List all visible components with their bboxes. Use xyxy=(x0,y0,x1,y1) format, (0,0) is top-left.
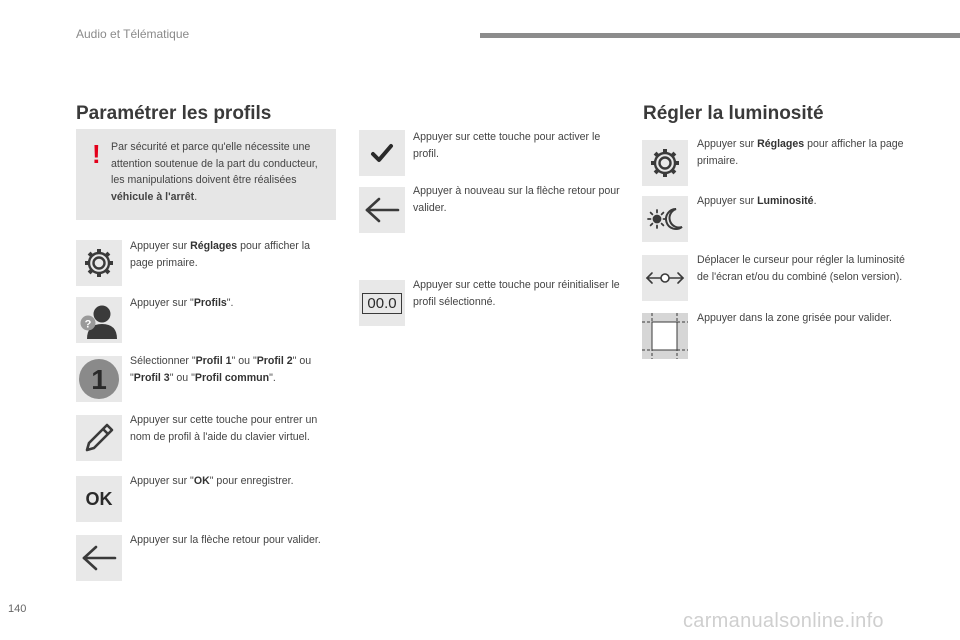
checkmark-icon xyxy=(359,130,405,176)
page-number: 140 xyxy=(8,603,27,615)
step-brightness-settings: Appuyer sur Réglages pour afficher la page primaire. xyxy=(697,138,904,167)
settings-gear-icon xyxy=(642,140,688,186)
warning-icon: ! xyxy=(92,139,101,169)
warning-box xyxy=(76,129,336,220)
watermark: carmanualsonline.info xyxy=(683,610,884,632)
grey-zone-icon xyxy=(642,313,688,359)
brightness-slider-icon xyxy=(642,255,688,301)
section-title-brightness: Régler la luminosité xyxy=(643,103,824,124)
svg-text:1: 1 xyxy=(91,364,107,395)
sun-moon-icon xyxy=(642,196,688,242)
reset-counter-label: 00.0 xyxy=(362,293,401,314)
step-save-ok: Appuyer sur "OK" pour enregistrer. xyxy=(130,475,294,487)
step-move-slider: Déplacer le curseur pour régler la luminosité de l'écran et/ou du combiné (selon version). xyxy=(697,254,905,283)
step-back-validate: Appuyer sur la flèche retour pour valider. xyxy=(130,534,321,546)
step-back-validate-again: Appuyer à nouveau sur la flèche retour pour valider. xyxy=(413,185,620,214)
step-reset-profile: Appuyer sur cette touche pour réinitialiser le profil sélectionné. xyxy=(413,279,620,308)
profile-number-icon xyxy=(76,356,122,402)
pencil-edit-icon xyxy=(76,415,122,461)
warning-text: Par sécurité et parce qu'elle nécessite une attention soutenue de la part du conducteur, les manipulations doivent être réalisées véhicule à l'arrêt. xyxy=(111,141,318,203)
header-bar xyxy=(480,33,960,38)
header-title: Audio et Télématique xyxy=(76,27,190,41)
back-arrow-icon xyxy=(359,187,405,233)
back-arrow-icon xyxy=(76,535,122,581)
settings-gear-icon xyxy=(76,240,122,286)
profile-avatar-icon xyxy=(76,297,122,343)
step-select-profile: Sélectionner "Profil 1" ou "Profil 2" ou "Profil 3" ou "Profil commun". xyxy=(130,355,312,384)
step-press-grey-zone: Appuyer dans la zone grisée pour valider. xyxy=(697,312,892,324)
step-edit-name: Appuyer sur cette touche pour entrer un nom de profil à l'aide du clavier virtuel. xyxy=(130,414,318,443)
svg-text:?: ? xyxy=(84,318,92,331)
step-settings: Appuyer sur Réglages pour afficher la page primaire. xyxy=(130,240,310,269)
ok-text-icon xyxy=(76,476,122,522)
section-title-profiles: Paramétrer les profils xyxy=(76,103,272,124)
step-profiles: Appuyer sur "Profils". xyxy=(130,297,234,309)
step-activate-profile: Appuyer sur cette touche pour activer le profil. xyxy=(413,131,601,160)
reset-counter-icon xyxy=(359,280,405,326)
ok-label: OK xyxy=(85,488,113,509)
step-brightness: Appuyer sur Luminosité. xyxy=(697,195,817,207)
